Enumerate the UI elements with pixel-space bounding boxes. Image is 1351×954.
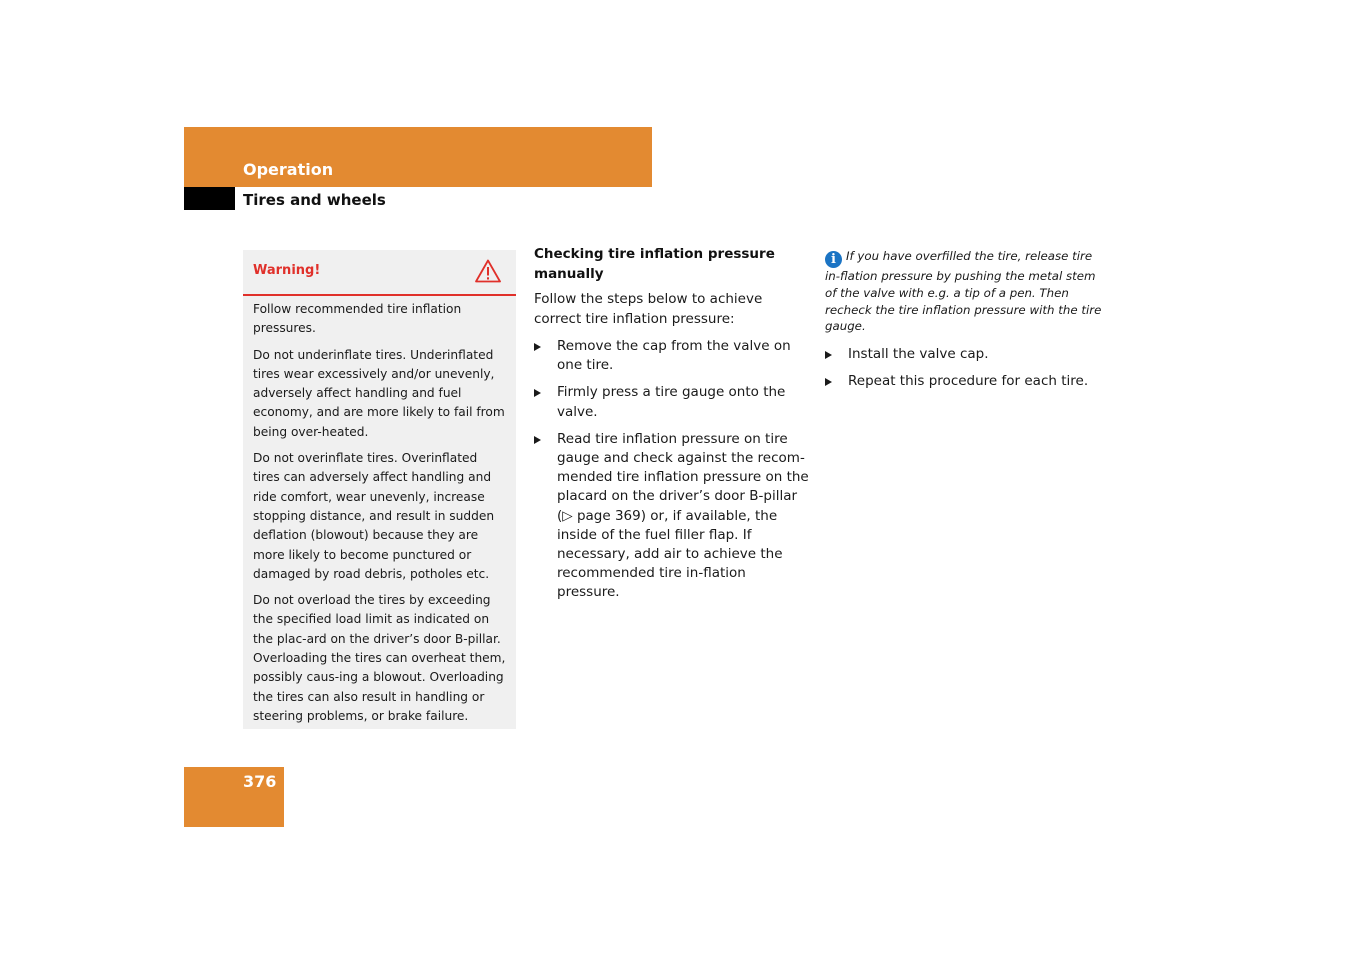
warning-triangle-icon xyxy=(475,259,501,283)
step-text: Remove the cap from the valve on one tire. xyxy=(557,338,791,374)
warning-label: Warning! xyxy=(253,263,321,278)
right-column xyxy=(825,248,1103,400)
info-note-text: If you have overfilled the tire, release tire in-flation pressure by pushing the metal stem of the valve with e.g. a tip of a pen. Then recheck the tire inflation pressure with the tire gauge. xyxy=(825,249,1102,334)
step-text: Firmly press a tire gauge onto the valve. xyxy=(557,384,786,420)
procedure-step xyxy=(825,372,1103,391)
section-title: Operation xyxy=(243,160,334,179)
info-icon: i xyxy=(825,251,842,268)
step-arrow-icon xyxy=(825,351,832,359)
step-text: Install the valve cap. xyxy=(848,346,989,363)
warning-body xyxy=(243,296,516,726)
procedure-step xyxy=(534,337,810,375)
warning-header xyxy=(243,250,516,296)
warning-paragraph: Do not overload the tires by exceeding the specified load limit as indicated on the plac-ard on the driver’s door B-pillar. Overloading the tires can overheat them, possibly caus-ing a blowout. Overloading the tires can also result in handling or steering problems, or brake failure. xyxy=(253,593,506,723)
warning-box xyxy=(243,250,516,729)
step-arrow-icon xyxy=(534,389,541,397)
step-text: Repeat this procedure for each tire. xyxy=(848,373,1089,390)
info-note xyxy=(825,248,1103,335)
page-number: 376 xyxy=(243,772,277,791)
step-text: Read tire inflation pressure on tire gauge and check against the recom-mended tire inflation pressure on the placard on the driver’s door B-pillar (▷ page 369) or, if available, the inside of the fuel filler flap. If necessary, add air to achieve the recommended tire in-flation pressure. xyxy=(557,430,809,601)
step-arrow-icon xyxy=(825,378,832,386)
step-arrow-icon xyxy=(534,436,541,444)
procedure-step xyxy=(534,430,810,603)
warning-paragraph: Follow recommended tire inflation pressures. xyxy=(253,302,462,336)
warning-paragraph: Do not overinflate tires. Overinflated tires can adversely affect handling and ride comfort, wear unevenly, increase stopping distance, and result in sudden deflation (blowout) because they are more likely to become punctured or damaged by road debris, potholes etc. xyxy=(253,451,495,581)
procedure-step xyxy=(534,383,810,421)
procedure-intro: Follow the steps below to achieve correct tire inflation pressure: xyxy=(534,291,763,327)
procedure-heading: Checking tire inflation pressure manually xyxy=(534,246,775,282)
warning-paragraph: Do not underinflate tires. Underinflated tires wear excessively and/or unevenly, adversely affect handling and fuel economy, and are more likely to fail from being over-heated. xyxy=(253,347,505,439)
step-arrow-icon xyxy=(534,343,541,351)
procedure-step xyxy=(825,345,1103,364)
middle-column xyxy=(534,245,810,611)
section-tab-marker xyxy=(184,187,235,210)
subsection-title: Tires and wheels xyxy=(243,191,386,209)
